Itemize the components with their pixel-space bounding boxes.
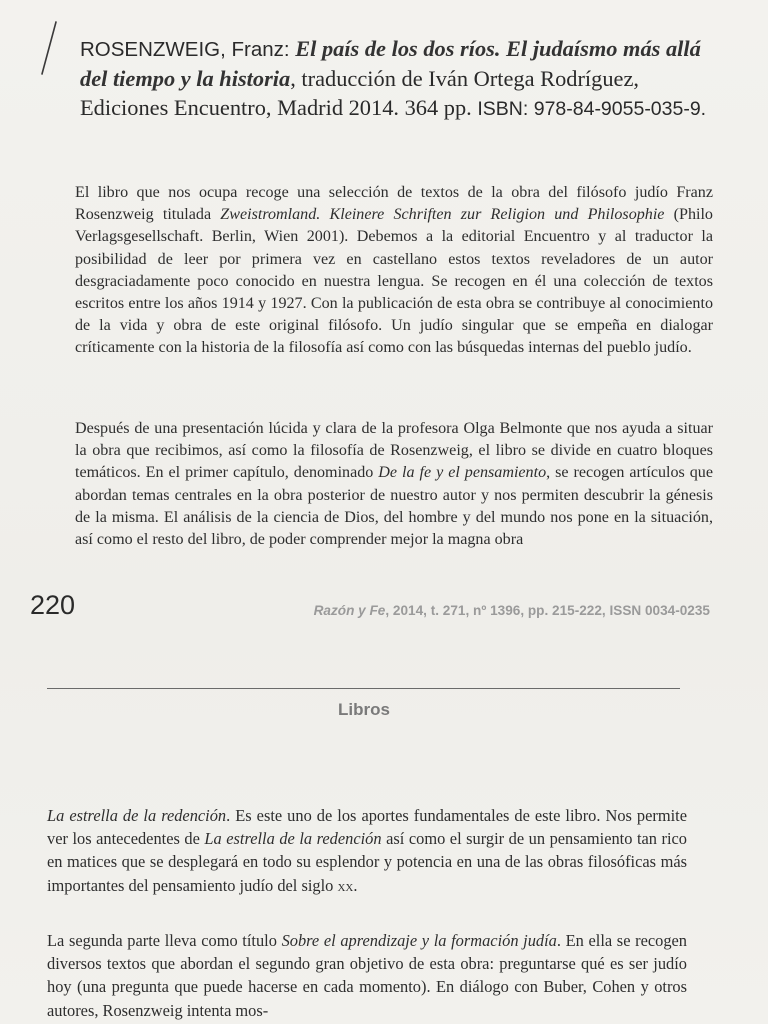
book-reference: [80, 34, 720, 124]
reference-author: ROSENZWEIG, Franz:: [80, 38, 290, 61]
paragraph-text: . Es este uno de los aportes fundamentales de este libro. Nos permite ver los antecedentes de: [47, 806, 687, 849]
journal-name: Razón y Fe: [313, 603, 386, 618]
journal-citation: [314, 603, 710, 618]
paragraph-text: El libro que nos ocupa recoge una selección de textos de la obra del filósofo judío Franz Rosenzweig titulada: [75, 184, 713, 224]
paragraph-italic-text: Sobre el aprendizaje y la formación judía: [281, 931, 557, 950]
review-paragraph-3: [47, 804, 687, 897]
review-paragraph-1: [75, 182, 713, 360]
reference-details: , traducción de Iván Ortega Rodríguez, Ediciones Encuentro, Madrid 2014. 364 pp.: [80, 66, 640, 120]
reference-isbn: ISBN: 978-84-9055-035-9.: [477, 98, 707, 120]
journal-details: , 2014, t. 271, nº 1396, pp. 215-222, ISSN 0034-0235: [385, 603, 710, 618]
paragraph-text: . En ella se recogen diversos textos que abordan el segundo gran objetivo de esta obra: preguntarse qué es ser judío hoy (una pregunta que puede hacerse en cada momento). En diálogo con Buber, Cohen y otros autores, Rosenzweig intenta mos-: [47, 931, 687, 1020]
paragraph-italic-text: La estrella de la redención: [47, 806, 227, 825]
review-paragraph-2: [75, 418, 713, 551]
pen-mark: [26, 18, 66, 78]
paragraph-text: así como el surgir de un pensamiento tan rico en matices que se desplegará en todo su esplendor y potencia en una de las obras filosóficas más importantes del pensamiento judío del siglo: [47, 829, 688, 895]
review-paragraph-4: [47, 929, 687, 1022]
paragraph-text: , se recogen artículos que abordan temas centrales en la obra posterior de nuestro autor y nos permiten descubrir la génesis de la misma. El análisis de la ciencia de Dios, del hombre y del mundo nos pone en la situación, así como el resto del libro, de poder comprender mejor la magna obra: [75, 464, 713, 549]
paragraph-text: (Philo Verlagsgesellschaft. Berlin, Wien 2001). Debemos a la editorial Encuentro y al traductor la posibilidad de leer por primera vez en castellano estos textos reveladores de un autor desgraciadamente poco conocido en nuestra lengua. Se recogen en él una colección de textos escritos entre los años 1914 y 1927. Con la publicación de esta obra se contribuye al conocimiento de la vida y obra de este original filósofo. Un judío singular que se empeña en dialogar críticamente con la historia de la filosofía así como con las búsquedas internas del pueblo judío.: [75, 206, 713, 357]
paragraph-text: Después de una presentación lúcida y clara de la profesora Olga Belmonte que nos ayuda a situar la obra que recibimos, así como la filosofía de Rosenzweig, el libro se divide en cuatro bloques temáticos. En el primer capítulo, denominado: [75, 420, 713, 482]
header-rule: [47, 688, 680, 689]
section-header: Libros: [338, 700, 390, 719]
paragraph-text: .: [353, 875, 358, 895]
paragraph-italic-text: La estrella de la redención: [204, 829, 382, 849]
page-number: 220: [30, 590, 76, 620]
paragraph-text: La segunda parte lleva como título: [47, 931, 282, 950]
reference-title: El país de los dos ríos. El judaísmo más allá del tiempo y la historia: [80, 36, 701, 91]
paragraph-italic-text: De la fe y el pensamiento: [378, 464, 547, 482]
paragraph-italic-text: Zweistromland. Kleinere Schriften zur Religion und Philosophie: [220, 206, 665, 224]
century-numeral: xx: [337, 875, 354, 895]
